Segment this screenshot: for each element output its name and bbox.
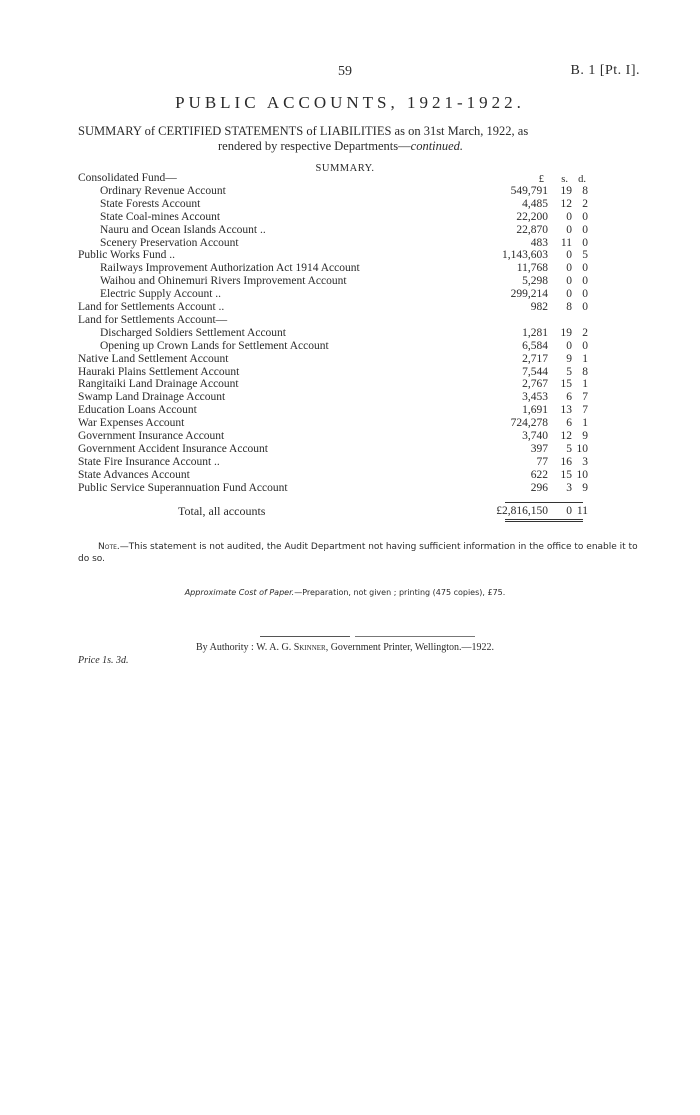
row-label: War Expenses Account bbox=[78, 417, 185, 430]
total-pence: 11 bbox=[576, 505, 588, 518]
row-label: Swamp Land Drainage Account bbox=[78, 391, 226, 404]
row-label: Land for Settlements Account .. bbox=[78, 301, 225, 313]
amount-pence: 0 bbox=[582, 288, 588, 301]
row-label: Consolidated Fund— bbox=[78, 172, 177, 184]
row-label: Hauraki Plains Settlement Account bbox=[78, 365, 240, 378]
amount-pounds: 299,214 bbox=[510, 288, 548, 301]
table-row bbox=[78, 404, 638, 416]
amount-shillings: 0 bbox=[566, 249, 572, 262]
table-row bbox=[78, 327, 638, 339]
table-row bbox=[78, 456, 638, 468]
table-row bbox=[78, 366, 638, 378]
price: Price 1s. 3d. bbox=[78, 655, 129, 666]
amount-pence: 0 bbox=[582, 262, 588, 275]
table-row bbox=[78, 198, 638, 210]
cost-text: —Preparation, not given ; printing (475 copies), £75. bbox=[294, 588, 506, 597]
row-label: Land for Settlements Account— bbox=[78, 313, 228, 326]
amount-pounds: 77 bbox=[536, 455, 548, 468]
amount-shillings: 13 bbox=[560, 404, 572, 417]
cost-label: Approximate Cost of Paper. bbox=[184, 588, 295, 597]
row-label: Public Service Superannuation Fund Account bbox=[78, 481, 288, 494]
amount-pence: 2 bbox=[582, 197, 588, 210]
amount-pounds: 4,485 bbox=[522, 197, 548, 210]
amount-pence: 2 bbox=[582, 326, 588, 339]
amount-pence: 0 bbox=[582, 339, 588, 352]
table-row bbox=[78, 443, 638, 455]
amount-pence: 7 bbox=[582, 391, 588, 404]
amount-pounds: 2,717 bbox=[522, 352, 548, 365]
divider-rule-left bbox=[260, 636, 350, 637]
page-subtitle bbox=[78, 124, 638, 154]
table-row bbox=[78, 417, 638, 429]
cost-of-paper bbox=[0, 588, 690, 597]
audit-note bbox=[78, 541, 638, 565]
amount-shillings: 5 bbox=[566, 442, 572, 455]
amount-shillings: 15 bbox=[560, 378, 572, 391]
amount-pounds: 2,767 bbox=[522, 378, 548, 391]
authority-name: W. A. G. Skinner, bbox=[256, 642, 329, 653]
amount-pounds: 982 bbox=[530, 301, 548, 313]
amount-pence: 0 bbox=[582, 236, 588, 249]
row-label: Government Insurance Account bbox=[78, 430, 225, 442]
amount-shillings: 0 bbox=[566, 262, 572, 275]
table-row bbox=[78, 249, 638, 261]
amount-pence: 0 bbox=[582, 275, 588, 288]
row-label: Electric Supply Account .. bbox=[100, 288, 222, 301]
amount-shillings: 0 bbox=[566, 210, 572, 223]
amount-pence: 1 bbox=[582, 378, 588, 391]
amount-pence: 10 bbox=[576, 442, 588, 455]
amount-pounds: 3,453 bbox=[522, 391, 548, 404]
amount-shillings: 0 bbox=[566, 288, 572, 301]
amount-shillings: 5 bbox=[566, 365, 572, 378]
amount-pounds: 483 bbox=[530, 236, 548, 249]
subtitle-line-2 bbox=[78, 139, 638, 154]
amount-pounds: 397 bbox=[530, 442, 548, 455]
table-row bbox=[78, 211, 638, 223]
row-label: Government Accident Insurance Account bbox=[78, 442, 269, 455]
amount-shillings: 9 bbox=[566, 352, 572, 365]
row-label: State Fire Insurance Account .. bbox=[78, 455, 220, 468]
row-label: State Forests Account bbox=[100, 197, 201, 210]
amount-shillings: 0 bbox=[566, 223, 572, 236]
amount-shillings: 3 bbox=[566, 481, 572, 494]
section-heading: SUMMARY. bbox=[315, 163, 375, 174]
row-label: Nauru and Ocean Islands Account .. bbox=[100, 223, 266, 236]
amount-shillings: 6 bbox=[566, 417, 572, 430]
note-text: —This statement is not audited, the Audit Department not having sufficient information in the office to enable it to do so. bbox=[78, 542, 638, 564]
table-row bbox=[78, 185, 638, 197]
table-row bbox=[78, 237, 638, 249]
total-rule-top bbox=[505, 502, 583, 503]
amount-shillings: 11 bbox=[560, 236, 572, 249]
table-row bbox=[78, 469, 638, 481]
authority-prefix: By Authority : bbox=[195, 642, 254, 653]
amount-pounds: 7,544 bbox=[522, 365, 548, 378]
divider-rule-right bbox=[355, 636, 475, 637]
table-row bbox=[78, 430, 638, 442]
row-label: Native Land Settlement Account bbox=[78, 352, 229, 365]
amount-pence: 5 bbox=[582, 249, 588, 262]
row-label: Rangitaiki Land Drainage Account bbox=[78, 378, 239, 391]
amount-pence: 1 bbox=[582, 417, 588, 430]
amount-pounds: 622 bbox=[530, 468, 548, 481]
table-row bbox=[78, 314, 638, 326]
amount-shillings: 6 bbox=[566, 391, 572, 404]
amount-pounds: 549,791 bbox=[510, 184, 548, 197]
subtitle-line-2-text: rendered by respective Departments— bbox=[218, 139, 411, 153]
amount-pence: 10 bbox=[576, 468, 588, 481]
amount-pence: 8 bbox=[582, 365, 588, 378]
amount-pounds: 5,298 bbox=[522, 275, 548, 288]
page-title: PUBLIC ACCOUNTS, 1921-1922. bbox=[175, 93, 525, 112]
amount-pence: 9 bbox=[582, 430, 588, 442]
row-label: Education Loans Account bbox=[78, 404, 197, 417]
amount-pence: 0 bbox=[582, 301, 588, 313]
page-reference: B. 1 [Pt. I]. bbox=[570, 63, 640, 78]
amount-pence: 8 bbox=[582, 184, 588, 197]
table-row bbox=[78, 224, 638, 236]
amount-shillings: 0 bbox=[566, 275, 572, 288]
amount-shillings: 12 bbox=[560, 430, 572, 442]
amount-pence: 9 bbox=[582, 481, 588, 494]
amount-pounds: 22,870 bbox=[516, 223, 548, 236]
row-label: State Coal-mines Account bbox=[100, 210, 221, 223]
total-label: Total, all accounts bbox=[178, 504, 266, 519]
total-row bbox=[78, 505, 638, 517]
table-row bbox=[78, 288, 638, 300]
amount-shillings: 15 bbox=[560, 468, 572, 481]
table-row bbox=[78, 340, 638, 352]
amount-pence: 0 bbox=[582, 210, 588, 223]
amount-pence: 1 bbox=[582, 352, 588, 365]
amount-shillings: 19 bbox=[560, 184, 572, 197]
table-row bbox=[78, 172, 638, 184]
row-label: Ordinary Revenue Account bbox=[100, 184, 226, 197]
row-label: Scenery Preservation Account bbox=[100, 236, 239, 249]
amount-pounds: 11,768 bbox=[516, 262, 548, 275]
table-row bbox=[78, 482, 638, 494]
row-label: Discharged Soldiers Settlement Account bbox=[100, 326, 286, 339]
authority-suffix: Government Printer, Wellington.—1922. bbox=[330, 642, 495, 653]
amount-pence: 3 bbox=[582, 455, 588, 468]
amount-shillings: 0 bbox=[566, 339, 572, 352]
table-row bbox=[78, 301, 638, 313]
amount-pounds: 22,200 bbox=[516, 210, 548, 223]
table-row bbox=[78, 353, 638, 365]
amount-pounds: 6,584 bbox=[522, 339, 548, 352]
total-pounds: £2,816,150 bbox=[496, 505, 548, 518]
amount-pounds: 1,281 bbox=[522, 326, 548, 339]
amount-shillings: 16 bbox=[560, 455, 572, 468]
table-row bbox=[78, 262, 638, 274]
row-label: Opening up Crown Lands for Settlement Account bbox=[100, 339, 329, 352]
table-row bbox=[78, 378, 638, 390]
total-shillings: 0 bbox=[566, 505, 572, 518]
row-label: Railways Improvement Authorization Act 1914 Account bbox=[100, 262, 360, 275]
total-rule-double bbox=[505, 521, 583, 522]
amount-pence: 0 bbox=[582, 223, 588, 236]
amount-pounds: 296 bbox=[530, 481, 548, 494]
amount-pounds: 724,278 bbox=[510, 417, 548, 430]
printer-authority bbox=[0, 642, 690, 653]
amount-pence: 7 bbox=[582, 404, 588, 417]
unit-pence: d. bbox=[578, 174, 586, 185]
total-rule-bottom bbox=[505, 519, 583, 520]
subtitle-line-2-italic: continued. bbox=[410, 139, 464, 153]
amount-pounds: 3,740 bbox=[522, 430, 548, 442]
amount-shillings: 8 bbox=[566, 301, 572, 313]
unit-shillings: s. bbox=[561, 174, 568, 185]
amount-shillings: 12 bbox=[560, 197, 572, 210]
note-label: Note. bbox=[98, 542, 120, 552]
table-row bbox=[78, 275, 638, 287]
table-row bbox=[78, 391, 638, 403]
row-label: Public Works Fund .. bbox=[78, 249, 175, 262]
row-label: Waihou and Ohinemuri Rivers Improvement Account bbox=[100, 275, 347, 288]
subtitle-line-1: SUMMARY of CERTIFIED STATEMENTS of LIABILITIES as on 31st March, 1922, as bbox=[78, 124, 529, 138]
unit-pounds: £ bbox=[538, 174, 544, 185]
page-number: 59 bbox=[338, 64, 352, 79]
amount-shillings: 19 bbox=[560, 326, 572, 339]
amount-pounds: 1,691 bbox=[522, 404, 548, 417]
amount-pounds: 1,143,603 bbox=[502, 249, 548, 262]
row-label: State Advances Account bbox=[78, 468, 190, 481]
